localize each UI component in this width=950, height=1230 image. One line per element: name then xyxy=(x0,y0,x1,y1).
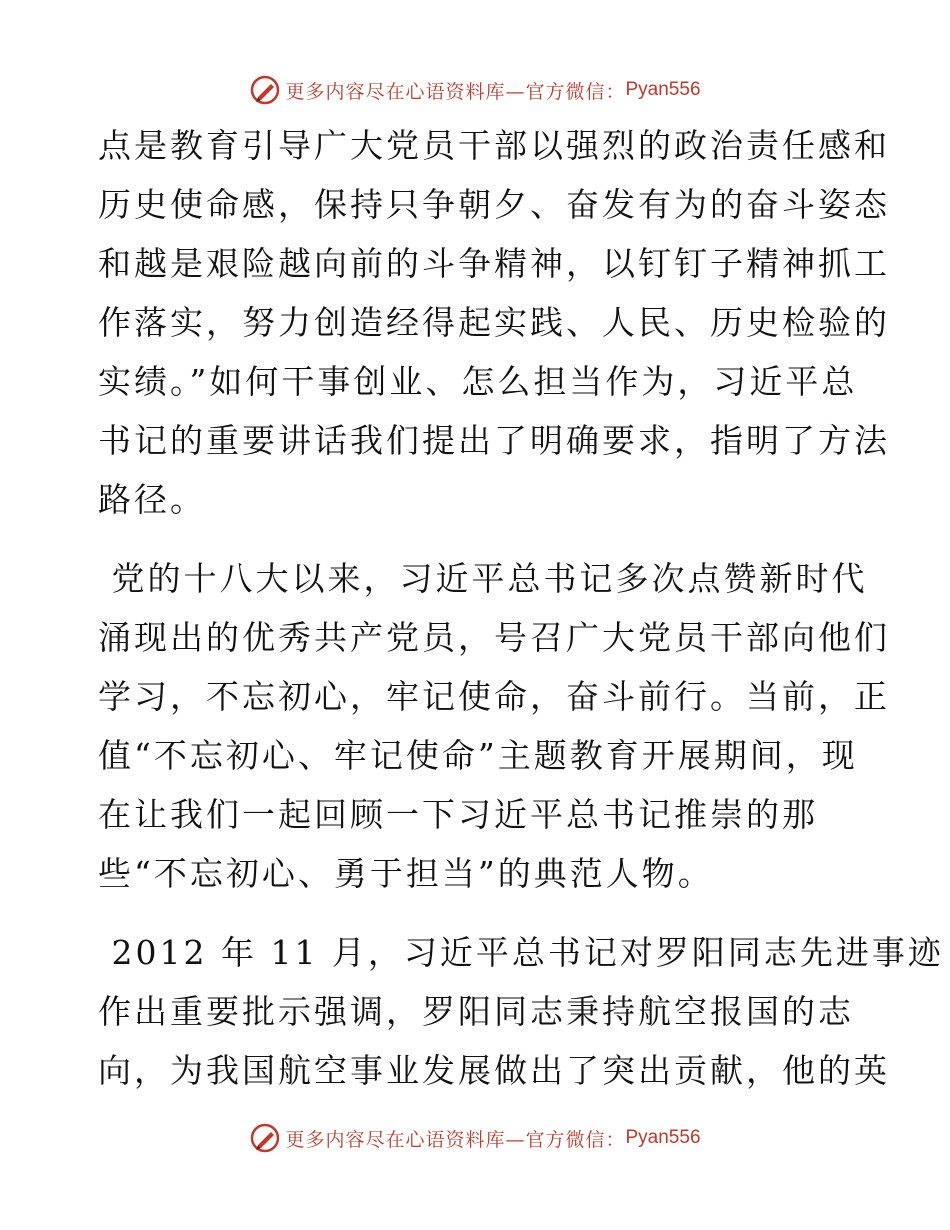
text-line: 在让我们一起回顾一下习近平总书记推崇的那 xyxy=(98,795,818,834)
text-line: 实绩。”如何干事创业、怎么担当作为，习近平总 xyxy=(98,362,858,401)
text-line: 学习，不忘初心，牢记使命，奋斗前行。当前，正 xyxy=(98,677,890,716)
paragraph xyxy=(98,923,944,1100)
banner-wechat-id: Pyan556 xyxy=(625,79,701,100)
text-line: 历史使命感，保持只争朝夕、奋发有为的奋斗姿态 xyxy=(98,185,890,224)
text-line: 向，为我国航空事业发展做出了突出贡献，他的英 xyxy=(98,1051,890,1090)
text-line: 作落实，努力创造经得起实践、人民、历史检验的 xyxy=(98,303,890,342)
text-line: 书记的重要讲话我们提出了明确要求，指明了方法 xyxy=(98,421,890,460)
text-line: 些“不忘初心、勇于担当”的典范人物。 xyxy=(98,854,714,893)
text-line: 作出重要批示强调，罗阳同志秉持航空报国的志 xyxy=(98,992,854,1031)
footer-banner xyxy=(0,1118,950,1158)
text-line: 党的十八大以来，习近平总书记多次点赞新时代 xyxy=(98,559,868,598)
text-line: 涌现出的优秀共产党员，号召广大党员干部向他们 xyxy=(98,618,890,657)
text-line: 值“不忘初心、牢记使命”主题教育开展期间，现 xyxy=(98,736,858,775)
header-banner xyxy=(0,70,950,110)
text-line: 2012 年 11 月，习近平总书记对罗阳同志先进事迹 xyxy=(98,933,944,972)
paragraph xyxy=(98,116,890,529)
pen-logo-icon xyxy=(249,74,281,106)
text-line: 点是教育引导广大党员干部以强烈的政治责任感和 xyxy=(98,126,890,165)
pen-logo-icon xyxy=(249,1122,281,1154)
paragraph xyxy=(98,549,890,903)
document-body xyxy=(98,116,944,1100)
text-line: 和越是艰险越向前的斗争精神，以钉钉子精神抓工 xyxy=(98,244,890,283)
banner-text: 更多内容尽在心语资料库—官方微信： xyxy=(285,80,626,103)
banner-text: 更多内容尽在心语资料库—官方微信： xyxy=(285,1128,626,1151)
banner-wechat-id: Pyan556 xyxy=(625,1127,701,1148)
text-line: 路径。 xyxy=(98,480,206,519)
